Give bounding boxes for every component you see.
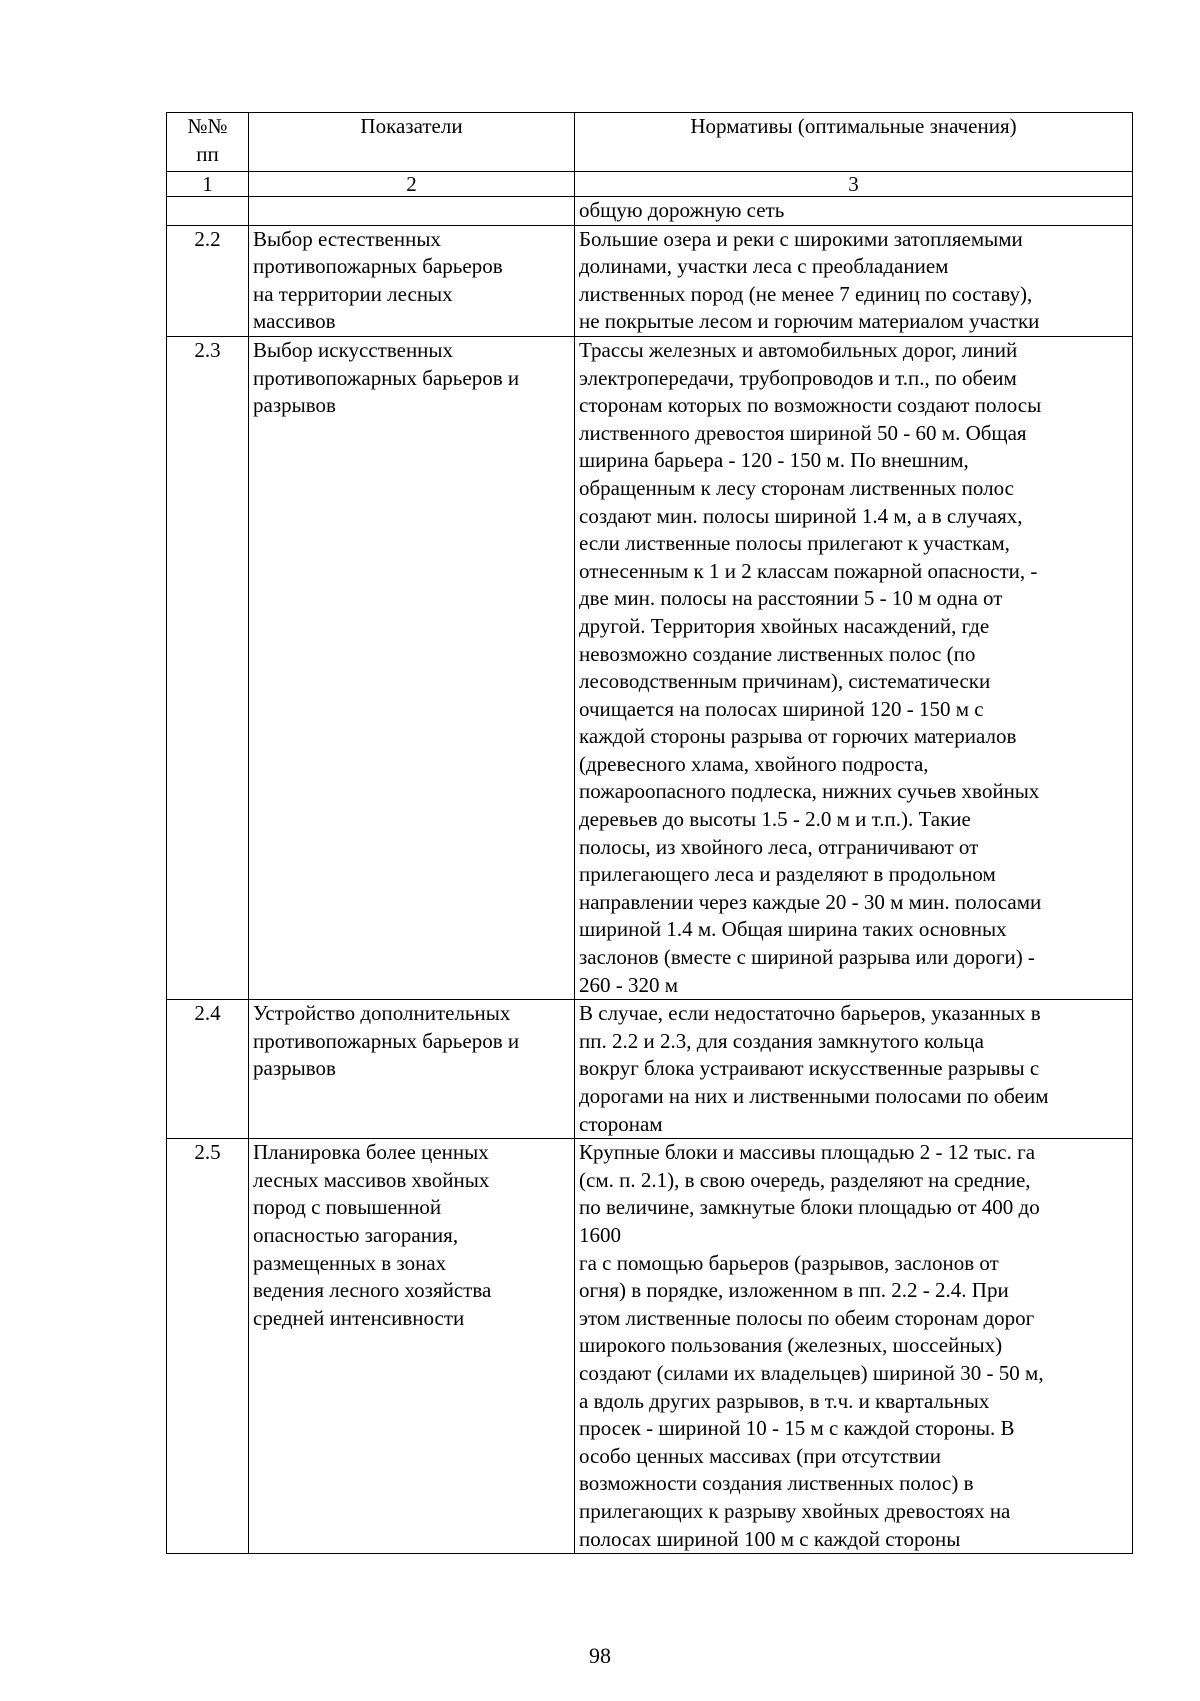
row-number (167, 197, 249, 226)
column-number-2: 2 (249, 172, 575, 197)
column-numbers-row (167, 172, 1133, 197)
table-row (167, 1000, 1133, 1139)
header-indicators: Показатели (249, 113, 575, 172)
header-row (167, 113, 1133, 172)
row-indicator: Выбор естественных противопожарных барьеров на территории лесных массивов (249, 225, 575, 336)
row-norm: В случае, если недостаточно барьеров, указанных в пп. 2.2 и 2.3, для создания замкнутого кольца вокруг блока устраивают искусственные разрывы с дорогами на них и лиственными полосами по обеим сторонам (575, 1000, 1133, 1139)
header-number: №№ пп (167, 113, 249, 172)
row-number: 2.3 (167, 336, 249, 999)
column-number-3: 3 (575, 172, 1133, 197)
column-number-1: 1 (167, 172, 249, 197)
row-indicator: Планировка более ценных лесных массивов хвойных пород с повышенной опасностью загорания, размещенных в зонах ведения лесного хозяйства средней интенсивности (249, 1139, 575, 1554)
table-row (167, 225, 1133, 336)
row-indicator: Устройство дополнительных противопожарных барьеров и разрывов (249, 1000, 575, 1139)
table-row (167, 1139, 1133, 1554)
row-norm: Большие озера и реки с широкими затопляемыми долинами, участки леса с преобладанием лиственных пород (не менее 7 единиц по составу), не покрытые лесом и горючим материалом участки (575, 225, 1133, 336)
row-number: 2.5 (167, 1139, 249, 1554)
row-number: 2.2 (167, 225, 249, 336)
row-norm: общую дорожную сеть (575, 197, 1133, 226)
page-number: 98 (589, 1643, 611, 1668)
norms-table (166, 112, 1133, 1554)
header-norms: Нормативы (оптимальные значения) (575, 113, 1133, 172)
row-norm: Трассы железных и автомобильных дорог, линий электропередачи, трубопроводов и т.п., по обеим сторонам которых по возможности создают полосы лиственного древостоя шириной 50 - 60 м. Общая ширина барьера - 120 - 150 м. По внешним, обращенным к лесу сторонам лиственных полос создают мин. полосы шириной 1.4 м, а в случаях, если лиственные полосы прилегают к участкам, отнесенным к 1 и 2 классам пожарной опасности, - две мин. полосы на расстоянии 5 - 10 м одна от другой. Территория хвойных насаждений, где невозможно создание лиственных полос (по лесоводственным причинам), систематически очищается на полосах шириной 120 - 150 м с каждой стороны разрыва от горючих материалов (древесного хлама, хвойного подроста, пожароопасного подлеска, нижних сучьев хвойных деревьев до высоты 1.5 - 2.0 м и т.п.). Такие полосы, из хвойного леса, отграничивают от прилегающего леса и разделяют в продольном направлении через каждые 20 - 30 м мин. полосами шириной 1.4 м. Общая ширина таких основных заслонов (вместе с шириной разрыва или дороги) - 260 - 320 м (575, 336, 1133, 999)
row-indicator (249, 197, 575, 226)
row-number: 2.4 (167, 1000, 249, 1139)
row-norm: Крупные блоки и массивы площадью 2 - 12 тыс. га (см. п. 2.1), в свою очередь, разделяют на средние, по величине, замкнутые блоки площадью от 400 до 1600 га с помощью барьеров (разрывов, заслонов от огня) в порядке, изложенном в пп. 2.2 - 2.4. При этом лиственные полосы по обеим сторонам дорог широкого пользования (железных, шоссейных) создают (силами их владельцев) шириной 30 - 50 м, а вдоль других разрывов, в т.ч. и квартальных просек - шириной 10 - 15 м с каждой стороны. В особо ценных массивах (при отсутствии возможности создания лиственных полос) в прилегающих к разрыву хвойных древостоях на полосах шириной 100 м с каждой стороны (575, 1139, 1133, 1554)
table-row (167, 197, 1133, 226)
table-row (167, 336, 1133, 999)
row-indicator: Выбор искусственных противопожарных барьеров и разрывов (249, 336, 575, 999)
